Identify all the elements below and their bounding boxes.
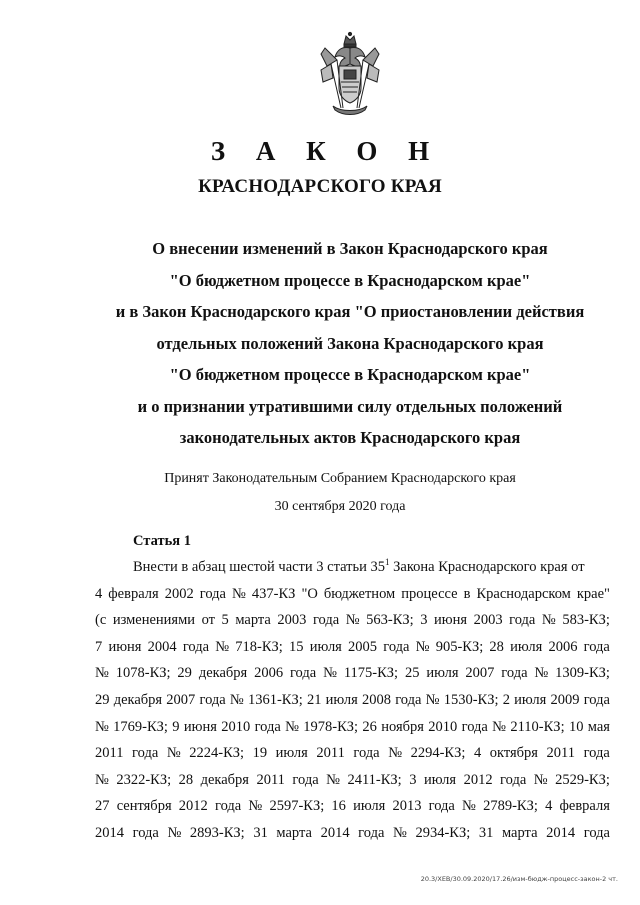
body-word: 2014 <box>95 824 124 841</box>
body-word: 2014 <box>320 824 350 841</box>
body-word: 2002 <box>164 585 194 602</box>
body-line <box>95 581 610 608</box>
superscript: 1 <box>385 557 390 568</box>
body-word: 2012 <box>463 771 493 788</box>
body-word: 2003 <box>277 612 307 629</box>
body-word: 2294-КЗ; <box>410 745 466 762</box>
body-word: 563-КЗ; <box>366 612 414 629</box>
body-word: года <box>509 612 536 629</box>
body-word: года <box>182 638 210 655</box>
body-word: 2224-КЗ; <box>189 745 245 762</box>
body-word: 4 <box>545 798 553 815</box>
body-word: июля <box>309 638 342 655</box>
body-word: № <box>248 798 263 815</box>
heading-line: отдельных положений Закона Краснодарского края <box>156 333 544 353</box>
body-word: 2004 <box>147 638 177 655</box>
heading-line: законодательных актов Краснодарского края <box>179 428 521 447</box>
body-word: года <box>428 798 455 815</box>
body-word: 26 <box>362 718 377 735</box>
body-word: № <box>95 665 109 682</box>
body-word: года <box>289 665 317 682</box>
heading-line: и о признании утратившими силу отдельных положений <box>137 396 563 416</box>
body-word: 2597-КЗ; <box>269 798 325 815</box>
body-word: 718-КЗ; <box>235 638 283 655</box>
body-word: 2110-КЗ; <box>510 718 565 735</box>
body-word: 2011 <box>256 771 285 788</box>
body-word: июля <box>325 691 358 708</box>
body-word: 4 <box>473 745 482 762</box>
body-word: года <box>199 691 226 708</box>
body-word: 437-КЗ <box>251 585 296 602</box>
body-word: года <box>500 771 527 788</box>
body-word: № <box>326 771 340 788</box>
body-word: 21 <box>306 691 322 708</box>
body-line-text <box>133 554 585 581</box>
body-word: 2011 <box>546 745 576 762</box>
body-word: Краснодарском <box>476 585 571 602</box>
heading-line: О внесении изменений в Закон Краснодарского края <box>152 239 548 258</box>
body-word: ноября <box>381 718 424 735</box>
body-word: года <box>199 585 226 602</box>
body-word: года <box>583 638 610 655</box>
body-word: октября <box>489 745 538 762</box>
body-word: 2789-КЗ; <box>483 798 538 815</box>
body-line <box>95 793 610 820</box>
body-word: № <box>492 718 507 735</box>
body-word: 583-КЗ; <box>562 612 610 629</box>
body-word: крае" <box>576 585 610 602</box>
body-text-part: Внести в абзац шестой части 3 статьи 35 <box>133 559 386 575</box>
body-word: 2010 <box>428 718 458 735</box>
body-word: № <box>323 665 337 682</box>
body-word: 2010 <box>221 718 251 735</box>
body-word: 2013 <box>392 798 422 815</box>
body-word: 27 <box>95 798 110 815</box>
body-word: № <box>541 612 556 629</box>
body-word: от <box>201 612 215 629</box>
body-text-part: Закона Краснодарского края от <box>389 559 585 575</box>
article-title: Статья 1 <box>133 533 191 549</box>
body-word: года <box>461 718 488 735</box>
body-line <box>95 820 610 847</box>
body-word: 31 <box>478 824 494 841</box>
body-line <box>95 660 610 687</box>
article-body <box>95 554 610 847</box>
body-word: июля <box>514 691 547 708</box>
body-word: года <box>132 824 159 841</box>
body-word: года <box>358 824 385 841</box>
body-word: 3 <box>409 771 417 788</box>
body-word: процессе <box>401 585 458 602</box>
body-word: 15 <box>289 638 304 655</box>
body-word: № <box>415 638 430 655</box>
body-word: года <box>132 745 159 762</box>
body-word: в <box>463 585 471 602</box>
body-word: сентября <box>116 798 172 815</box>
body-word: № <box>95 718 109 735</box>
body-word: 2007 <box>465 665 495 682</box>
body-word: № <box>462 798 476 815</box>
body-word: № <box>232 585 246 602</box>
body-word: 3 <box>420 612 428 629</box>
coat-of-arms-icon <box>317 30 383 116</box>
body-word: марта <box>276 824 312 841</box>
body-word: № <box>388 745 403 762</box>
body-word: 1530-КЗ; <box>443 691 499 708</box>
body-word: (с <box>95 612 107 629</box>
body-word: года <box>501 665 528 682</box>
body-word: июля <box>426 665 459 682</box>
body-word: 10 <box>568 718 584 735</box>
body-word: № <box>393 824 407 841</box>
body-word: года <box>214 798 242 815</box>
body-word: года <box>583 824 610 841</box>
body-word: 2009 <box>550 691 580 708</box>
body-word: 2008 <box>362 691 392 708</box>
heading-line: "О бюджетном процессе в Краснодарском крае" <box>169 365 531 384</box>
body-word: № <box>345 612 360 629</box>
body-word: 25 <box>404 665 420 682</box>
body-word: 29 <box>177 665 192 682</box>
document-code: 20.3/ХЕВ/30.09.2020/17.26/изм-бюдж-процесс-закон-2 чт. <box>420 875 618 883</box>
body-word: 1175-КЗ; <box>343 665 399 682</box>
body-word: марта <box>235 612 271 629</box>
body-word: 1769-КЗ; <box>113 718 168 735</box>
body-line <box>95 554 610 581</box>
body-word: декабря <box>198 665 248 682</box>
body-word: 2893-КЗ; <box>189 824 245 841</box>
body-word: 1078-КЗ; <box>115 665 171 682</box>
body-word: года <box>254 718 281 735</box>
body-word: декабря <box>200 771 249 788</box>
body-word: июля <box>423 771 457 788</box>
body-word: 9 <box>172 718 180 735</box>
body-word: 1978-КЗ; <box>303 718 359 735</box>
body-line <box>95 687 610 714</box>
body-word: июня <box>183 718 217 735</box>
body-word: 2003 <box>473 612 503 629</box>
adoption-date: 30 сентября 2020 года <box>274 499 406 514</box>
body-line <box>95 714 610 741</box>
body-word: бюджетном <box>323 585 396 602</box>
body-line <box>95 634 610 661</box>
body-word: 905-КЗ; <box>435 638 484 655</box>
body-word: № <box>95 771 109 788</box>
body-word: 1309-КЗ; <box>555 665 610 682</box>
body-word: года <box>383 638 410 655</box>
body-word: февраля <box>108 585 159 602</box>
body-word: 2011 <box>316 745 345 762</box>
body-word: июня <box>434 612 468 629</box>
body-word: № <box>534 665 549 682</box>
body-word: июля <box>353 798 386 815</box>
body-word: февраля <box>559 798 610 815</box>
body-word: 28 <box>178 771 194 788</box>
law-heading <box>60 233 640 454</box>
body-word: 2006 <box>548 638 578 655</box>
body-word: № <box>229 691 244 708</box>
body-word: № <box>533 771 548 788</box>
body-word: 31 <box>253 824 268 841</box>
body-word: № <box>166 745 181 762</box>
body-word: 28 <box>489 638 504 655</box>
body-word: марта <box>501 824 538 841</box>
body-word: 29 <box>95 691 110 708</box>
body-word: 4 <box>95 585 103 602</box>
body-word: июля <box>510 638 543 655</box>
body-word: 16 <box>331 798 346 815</box>
body-word: июля <box>275 745 308 762</box>
body-word: 1361-КЗ; <box>247 691 303 708</box>
adoption-note <box>40 465 640 521</box>
law-title: З А К О Н <box>210 136 442 166</box>
body-word: изменениями <box>112 612 196 629</box>
body-word: декабря <box>113 691 163 708</box>
body-word: года <box>395 691 422 708</box>
body-word: 2014 <box>546 824 576 841</box>
body-word: 2007 <box>166 691 196 708</box>
body-word: 5 <box>221 612 229 629</box>
heading-line: "О бюджетном процессе в Краснодарском крае" <box>169 270 531 290</box>
heading-line: и в Закон Краснодарского края "О приостановлении действия <box>115 302 585 321</box>
body-word: 2529-КЗ; <box>555 771 610 788</box>
body-word: № <box>215 638 230 655</box>
body-word: 2012 <box>178 798 208 815</box>
body-word: года <box>353 745 380 762</box>
body-word: года <box>292 771 319 788</box>
adoption-body: Принят Законодательным Собранием Краснодарского края <box>164 471 516 486</box>
body-word: № <box>167 824 182 841</box>
body-word: 2411-КЗ; <box>347 771 402 788</box>
body-word: июня <box>108 638 142 655</box>
body-word: 2322-КЗ; <box>116 771 172 788</box>
body-word: № <box>285 718 299 735</box>
body-word: 19 <box>252 745 268 762</box>
body-word: 2 <box>502 691 510 708</box>
body-word: 2006 <box>254 665 284 682</box>
body-line <box>95 767 610 794</box>
body-word: "О <box>301 585 318 602</box>
body-word: года <box>312 612 340 629</box>
body-word: 2011 <box>95 745 124 762</box>
body-word: 2934-КЗ; <box>415 824 471 841</box>
body-line <box>95 740 610 767</box>
body-word: № <box>425 691 440 708</box>
body-word: года <box>583 691 610 708</box>
body-word: 2005 <box>348 638 378 655</box>
law-subtitle: КРАСНОДАРСКОГО КРАЯ <box>198 176 442 197</box>
body-word: 7 <box>95 638 103 655</box>
body-word: года <box>583 745 610 762</box>
body-word: мая <box>587 718 610 735</box>
body-line <box>95 607 610 634</box>
